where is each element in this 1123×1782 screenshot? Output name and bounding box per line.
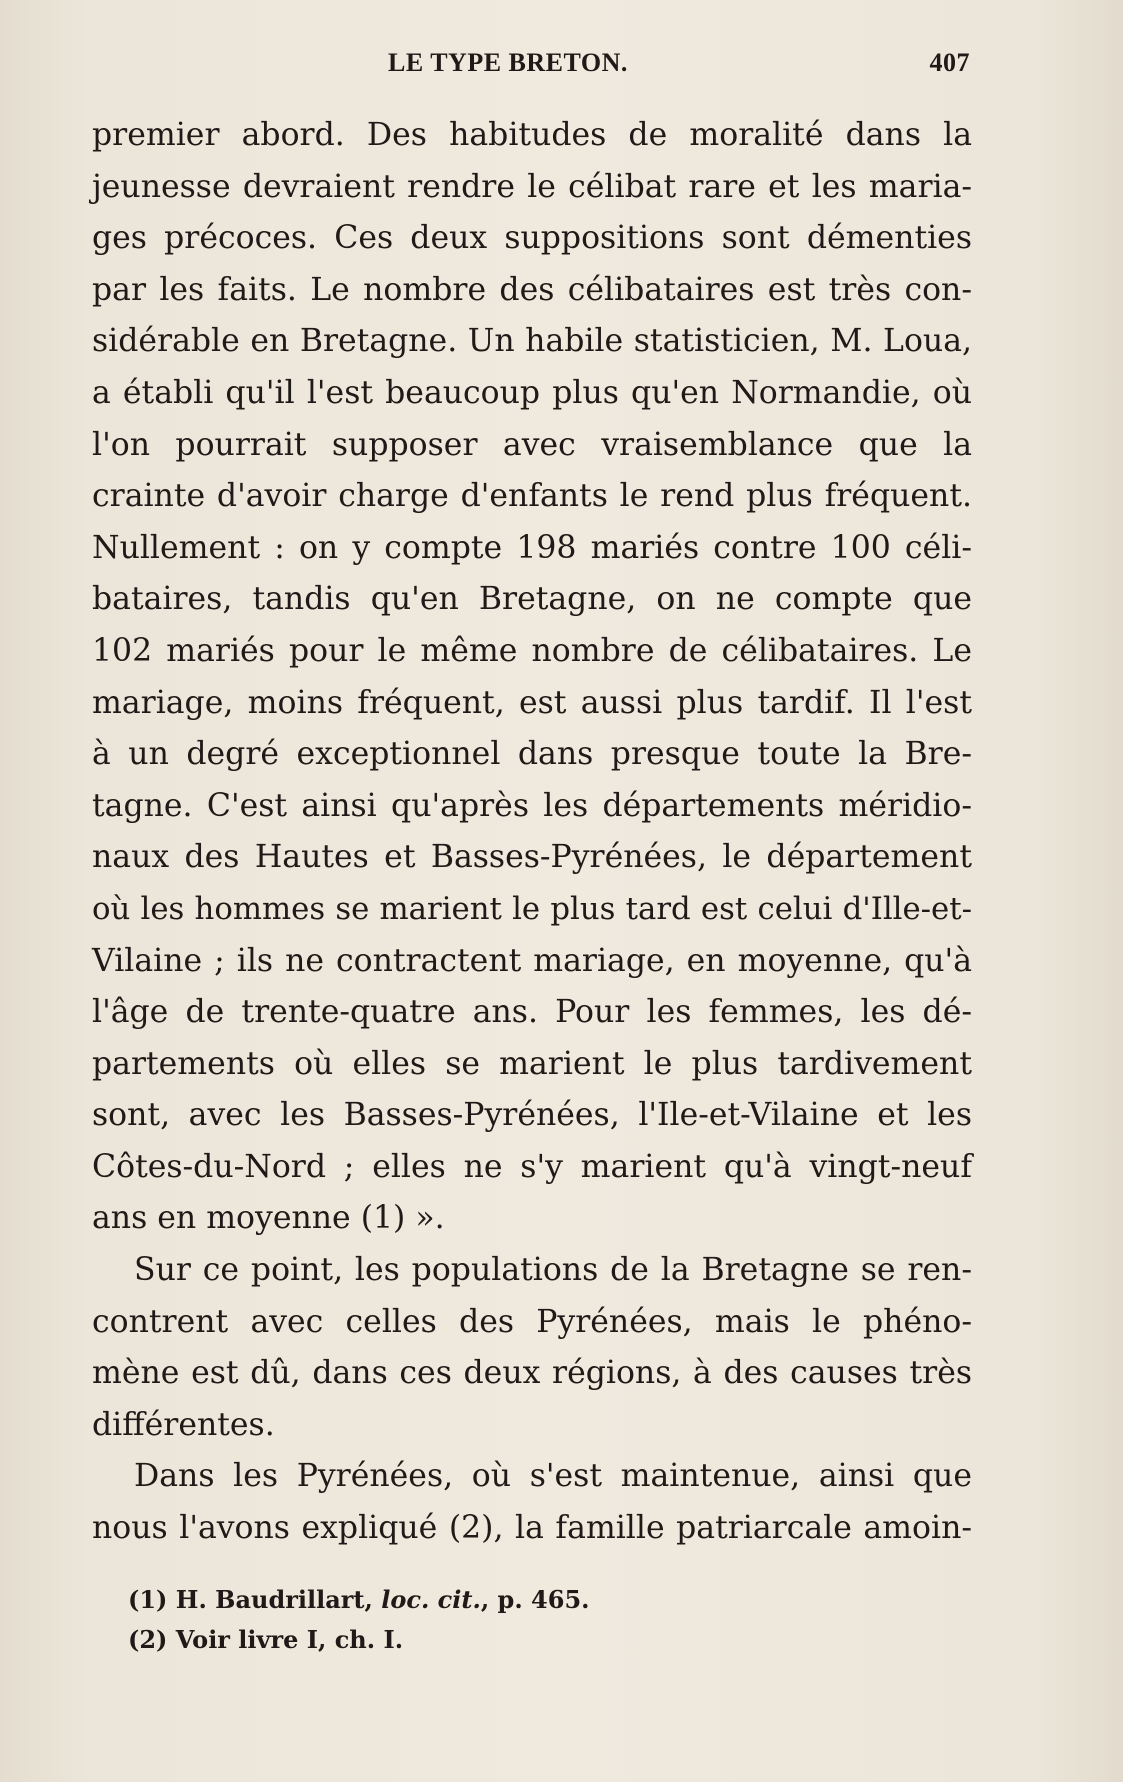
text-line: Côtes-du-Nord ; elles ne s'y marient qu'à vingt-neuf bbox=[92, 1148, 972, 1185]
text-line: nous l'avons expliqué (2), la famille patriarcale amoin- bbox=[92, 1510, 972, 1547]
footnotes bbox=[128, 1580, 948, 1660]
running-head bbox=[90, 44, 970, 84]
text-line: ges précoces. Ces deux suppositions sont démenties bbox=[92, 220, 972, 257]
text-line: bataires, tandis qu'en Bretagne, on ne compte que bbox=[92, 581, 972, 618]
text-line: ans en moyenne (1) ». bbox=[92, 1200, 445, 1237]
text-line: partements où elles se marient le plus tardivement bbox=[92, 1045, 972, 1082]
footnote-1-suffix: , p. 465. bbox=[480, 1585, 590, 1614]
text-line: premier abord. Des habitudes de moralité dans la bbox=[92, 117, 972, 153]
footnote-1-italic: loc. cit. bbox=[381, 1585, 481, 1614]
footnote-1-prefix: (1) H. Baudrillart, bbox=[128, 1585, 382, 1614]
text-line: à un degré exceptionnel dans presque toute la Bre- bbox=[92, 736, 972, 773]
text-line: Dans les Pyrénées, où s'est maintenue, ainsi que bbox=[134, 1458, 972, 1495]
text-line: mariage, moins fréquent, est aussi plus tardif. Il l'est bbox=[92, 684, 972, 721]
text-line: crainte d'avoir charge d'enfants le rend plus fréquent. bbox=[92, 478, 972, 515]
text-line: Sur ce point, les populations de la Bretagne se ren- bbox=[134, 1252, 972, 1289]
text-line: jeunesse devraient rendre le célibat rare et les maria- bbox=[92, 168, 972, 205]
page-number: 407 bbox=[929, 48, 970, 77]
text-line: sidérable en Bretagne. Un habile statisticien, M. Loua, bbox=[92, 323, 972, 360]
text-line: où les hommes se marient le plus tard est celui d'Ille-et- bbox=[92, 890, 972, 927]
text-line: sont, avec les Basses-Pyrénées, l'Ile-et-Vilaine et les bbox=[92, 1097, 972, 1134]
text-line: l'âge de trente-quatre ans. Pour les femmes, les dé- bbox=[92, 994, 972, 1031]
running-title: LE TYPE BRETON. bbox=[388, 48, 628, 77]
text-line: par les faits. Le nombre des célibataires est très con- bbox=[92, 271, 972, 308]
footnote-1 bbox=[128, 1580, 948, 1620]
text-line: contrent avec celles des Pyrénées, mais le phéno- bbox=[92, 1303, 972, 1340]
text-line: Nullement : on y compte 198 mariés contre 100 céli- bbox=[92, 529, 972, 566]
text-line: a établi qu'il l'est beaucoup plus qu'en Normandie, où bbox=[92, 374, 972, 411]
text-line: différentes. bbox=[92, 1406, 275, 1443]
text-line: mène est dû, dans ces deux régions, à des causes très bbox=[92, 1355, 972, 1392]
text-line: 102 mariés pour le même nombre de célibataires. Le bbox=[92, 632, 972, 669]
footnote-2: (2) Voir livre I, ch. I. bbox=[128, 1625, 404, 1654]
body-text bbox=[92, 110, 972, 1555]
text-line: tagne. C'est ainsi qu'après les départements méridio- bbox=[92, 787, 972, 824]
text-line: l'on pourrait supposer avec vraisemblance que la bbox=[92, 426, 972, 463]
text-line: naux des Hautes et Basses-Pyrénées, le département bbox=[92, 839, 972, 876]
text-line: Vilaine ; ils ne contractent mariage, en moyenne, qu'à bbox=[92, 942, 972, 979]
